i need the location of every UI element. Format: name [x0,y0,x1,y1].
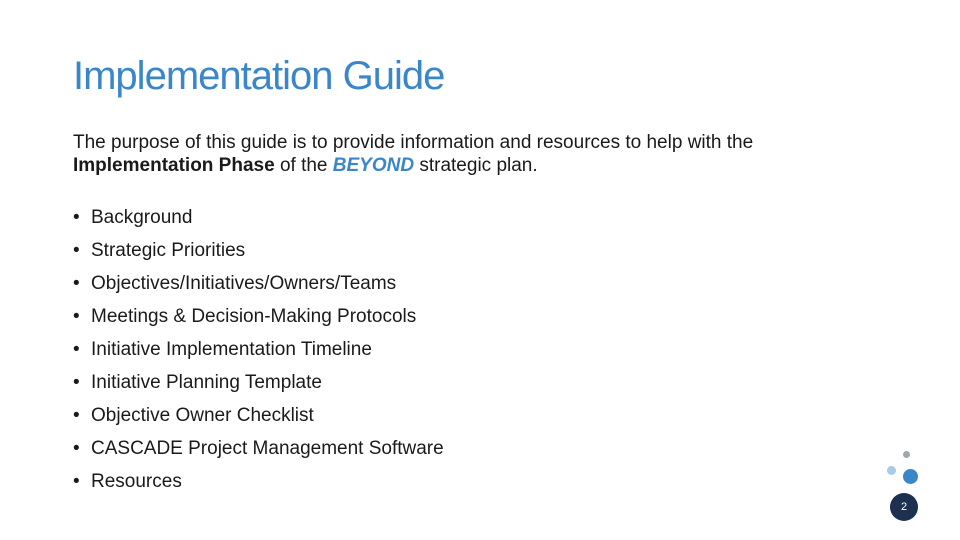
bullet-icon: • [73,372,80,393]
bullet-list [73,204,444,501]
list-item-label: Initiative Implementation Timeline [91,339,372,360]
slide-title: Implementation Guide [73,54,445,98]
list-item-label: Strategic Priorities [91,240,246,261]
bullet-icon: • [73,306,80,327]
list-item-label: Objectives/Initiatives/Owners/Teams [91,273,397,294]
list-item-label: Initiative Planning Template [91,372,322,393]
bullet-icon: • [73,339,80,360]
list-item-label: CASCADE Project Management Software [91,438,444,459]
intro-text-3: strategic plan. [414,155,538,176]
decor-dot-light-blue [887,466,896,475]
bullet-icon: • [73,405,80,426]
bullet-icon: • [73,207,80,228]
decor-dot-gray [903,451,910,458]
bullet-icon: • [73,471,80,492]
list-item-label: Objective Owner Checklist [91,405,314,426]
list-item [73,435,444,468]
list-item [73,270,444,303]
bullet-icon: • [73,240,80,261]
intro-bold-phase: Implementation Phase [73,155,275,176]
decor-dot-blue [903,469,918,484]
bullet-icon: • [73,438,80,459]
intro-brand-name: BEYOND [332,155,415,176]
intro-text-2: of the [274,155,333,176]
list-item [73,369,444,402]
page-number-badge: 2 [890,493,918,521]
list-item [73,468,444,501]
list-item [73,303,444,336]
list-item-label: Meetings & Decision-Making Protocols [91,306,417,327]
list-item-label: Resources [91,471,182,492]
list-item [73,336,444,369]
list-item [73,204,444,237]
list-item [73,237,444,270]
intro-paragraph [73,131,893,177]
list-item-label: Background [91,207,193,228]
intro-text-1: The purpose of this guide is to provide information and resources to help with the [73,132,754,153]
list-item [73,402,444,435]
bullet-icon: • [73,273,80,294]
